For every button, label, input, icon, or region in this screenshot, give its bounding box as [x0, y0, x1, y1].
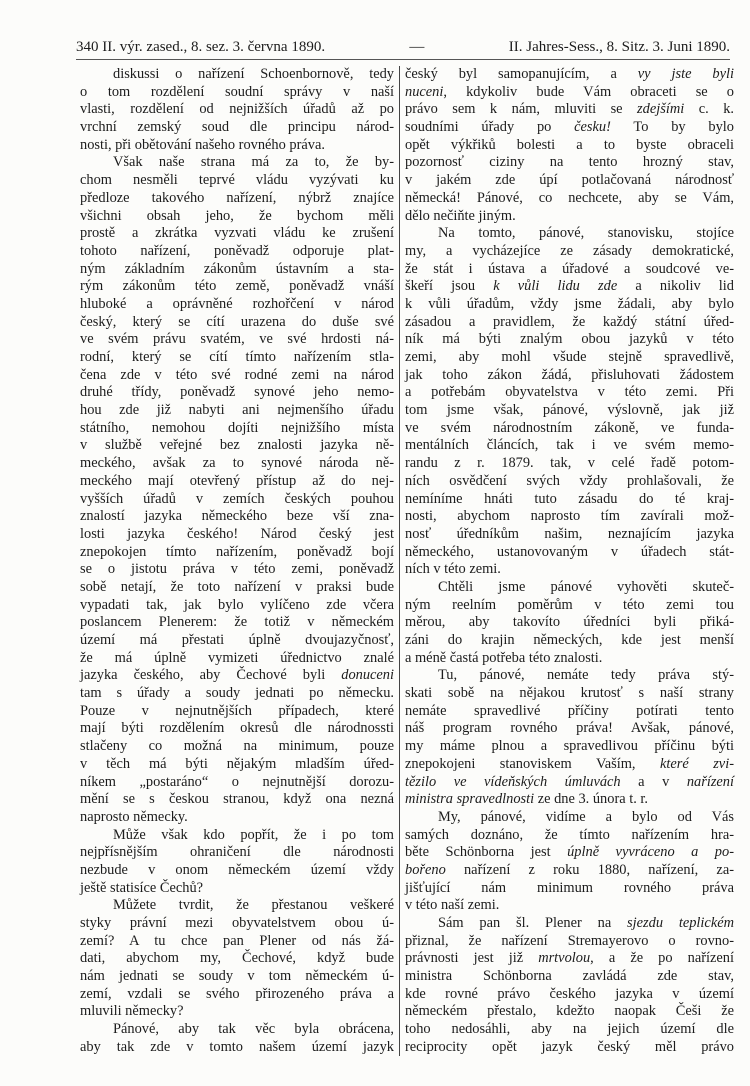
text-line	[80, 278, 394, 296]
text: ník má býti znalým obou jazyků v této	[405, 331, 734, 348]
text-line	[80, 331, 394, 349]
text: zemí, vzdali se svého přirozeného práva a	[80, 985, 394, 1002]
text: Můžete tvrdit, že přestanou veškeré	[113, 897, 394, 914]
text: My, pánové, vidíme a bylo od Vás	[438, 808, 734, 825]
text: znalostí jazyka německého beze vší zna-	[80, 508, 394, 525]
text: soudními úřady po	[405, 119, 575, 136]
text: vyšších úřadů v zemích českých pouhou	[80, 490, 394, 507]
text: prostě a zkrátka vyzvati vládu ke zrušení	[80, 225, 394, 242]
header-german: II. Jahres-Sess., 8. Sitz. 3. Juni 1890.	[508, 38, 730, 55]
text-line	[80, 384, 394, 402]
text: Může však kdo popřít, že i po tom	[113, 826, 394, 843]
text: Chtěli jsme pánové vyhověti skuteč-	[438, 578, 734, 595]
text-line	[405, 243, 734, 261]
text: hluboké a oprávněné rozhořčení v národ	[80, 295, 394, 312]
text: znepokojeni stanoviskem Vaším,	[405, 755, 660, 772]
text: německého, ustanovovaným v úřadech stát-	[405, 543, 734, 560]
text: sobě netají, že toto nařízení v praksi bude	[80, 578, 394, 595]
text-line	[80, 154, 394, 172]
text-line	[80, 650, 394, 668]
text: my, a vycházejíce ze zásady demokratické,	[405, 242, 734, 259]
text-line	[80, 986, 394, 1004]
text: mluvili německy?	[80, 1003, 184, 1020]
text: , a že po nařízení	[590, 950, 734, 967]
text-line	[80, 897, 394, 915]
text: státního, nemohou dojíti nejnižšího místa	[80, 419, 394, 436]
italic-text: donuceni	[341, 667, 394, 684]
text: styky právní mezi obyvatelstvem obou ú-	[80, 915, 394, 931]
text: poslancem Plenerem: že totiž v německém	[80, 614, 394, 631]
text: německém přestalo, kdežto naopak Češi že	[405, 1003, 734, 1020]
text-line	[80, 703, 394, 721]
text: meckého, avšak za to synové národa ně-	[80, 455, 394, 472]
text-line	[80, 1021, 394, 1039]
text-line	[405, 473, 734, 491]
text-line	[80, 526, 394, 544]
text: Pouze v nejnutnějších případech, které	[80, 702, 394, 719]
text-line	[80, 420, 394, 438]
text: a méně častá potřeba této znalosti.	[405, 649, 603, 666]
text-line	[80, 844, 394, 862]
text-line	[405, 119, 734, 137]
italic-text: vy jste byli	[637, 66, 734, 82]
text: stlačeny co možná na minimum, pouze	[80, 738, 394, 755]
text-line	[405, 579, 734, 597]
text-line	[405, 296, 734, 314]
text-line	[405, 791, 734, 809]
text-line	[80, 862, 394, 880]
text-line	[405, 544, 734, 562]
text-line	[80, 84, 394, 102]
text-line	[405, 172, 734, 190]
text-line	[80, 101, 394, 119]
text-line	[405, 420, 734, 438]
text-line	[405, 986, 734, 1004]
text-line	[80, 791, 394, 809]
text: Na tomto, pánové, stanovisku, stojíce	[438, 225, 734, 242]
text-line	[80, 720, 394, 738]
text: nařízení z roku 1880, nařízení, za-	[445, 861, 734, 878]
text-line	[405, 968, 734, 986]
text: vlasti, rozdělení od nejnižších úřadů až po	[80, 101, 394, 118]
text: zásadou a pravidlem, že každý státní úřed-	[405, 313, 734, 330]
text: chom nesměli teprvé vládu vyzývati ku	[80, 172, 394, 189]
text: hou zde již nabyti ani nejmenšího úřadu	[80, 402, 394, 419]
text-line	[80, 261, 394, 279]
text: dati, abychom my, Čechové, když bude	[80, 950, 394, 967]
text: zemi, aby mohl všude stejně spravedlivě,	[405, 349, 734, 365]
italic-text: k vůli lidu zde	[493, 278, 618, 295]
text: randu z r. 1879. tak, v celé řadě potom-	[405, 455, 734, 472]
text: měrou, aby takovíto úředníci byli přiká-	[405, 614, 734, 631]
text-line	[80, 809, 394, 827]
text-line	[80, 208, 394, 226]
column-divider	[399, 66, 400, 1056]
italic-text: které zvi-	[659, 755, 734, 772]
text-line	[405, 667, 734, 685]
text: k vůli úřadům, vždy jsme žádali, aby bylo	[405, 295, 734, 312]
text: jišťující nám minimum rovného práva	[405, 879, 734, 896]
text-line	[405, 1003, 734, 1021]
text-line	[80, 950, 394, 968]
text-line	[405, 915, 734, 933]
text-line	[80, 119, 394, 137]
text: čena zde v této své rodné zemi na národ	[80, 366, 394, 383]
text: samých doznáno, že tímto nařízením hra-	[405, 826, 734, 843]
running-header	[76, 35, 730, 60]
text-line	[80, 632, 394, 650]
text-line	[80, 774, 394, 792]
text-line	[405, 314, 734, 332]
text: Však naše strana má za to, že by-	[113, 154, 394, 171]
italic-text: ministra spravedlnosti	[405, 791, 535, 808]
text-line	[405, 261, 734, 279]
text-line	[80, 402, 394, 420]
text-line	[80, 561, 394, 579]
text: níkem „postaráno“ o nejnutnější dorozu-	[80, 773, 394, 790]
text-line	[405, 491, 734, 509]
text-line	[405, 650, 734, 668]
text: diskussi o nařízení Schoenbornově, tedy	[113, 66, 394, 82]
text-line	[405, 844, 734, 862]
text-line	[405, 561, 734, 579]
text: mentálních článcích, tak i ve svém memo-	[405, 437, 734, 454]
text-line	[80, 667, 394, 685]
text: předloze takového nařízení, nýbrž znajíce	[80, 189, 394, 206]
text: tam s úřady a soudy jednati po německu.	[80, 685, 394, 702]
text: jazyka českého, aby Čechové byli	[80, 667, 342, 684]
text: opět výkřiků bolesti a to byste obraceli	[405, 136, 734, 153]
text-line	[405, 880, 734, 898]
text: že má úplně vymizeti úřednictvo znalé	[80, 649, 394, 666]
text: aby tak zde v tomto našem území jazyk	[80, 1038, 394, 1055]
text: a potřebám obyvatelstva v této zemi. Při	[405, 384, 734, 401]
text: ve svém národnostním zákoně, ve funda-	[405, 419, 734, 436]
text: kde rovné právo českého jazyka v území	[405, 985, 734, 1002]
text-line	[80, 827, 394, 845]
text: německá! Pánové, co nechcete, aby se Vám,	[405, 189, 734, 206]
text: se o jistotu práva v této zemi, poněvadž	[80, 561, 394, 578]
text: nám jednati se soudy v tom německém ú-	[80, 968, 394, 985]
text-line	[80, 597, 394, 615]
text-line	[405, 614, 734, 632]
italic-text: úplně vyvráceno a po-	[567, 844, 734, 861]
text-line	[405, 526, 734, 544]
text-line	[80, 473, 394, 491]
text: rodní, který se cítí tímto nařízením stla-	[80, 349, 394, 365]
text: c. k.	[684, 101, 734, 118]
text: Pánové, aby tak věc byla obrácena,	[113, 1021, 394, 1038]
text-line	[405, 827, 734, 845]
text: škeří jsou	[405, 278, 494, 295]
text: český byl samopanujícím, a	[405, 66, 638, 82]
text: ným základním zákonům ústavním a sta-	[80, 260, 394, 277]
text-line	[80, 756, 394, 774]
text-line	[405, 508, 734, 526]
text-line	[405, 349, 734, 367]
text-line	[405, 809, 734, 827]
text: losti jazyka českého! Národ český jest	[80, 525, 394, 542]
text-line	[80, 172, 394, 190]
text-line	[405, 225, 734, 243]
text: právo sem k nám, mluviti se	[405, 101, 638, 118]
text: meckého mají otevřený přístup až do nej-	[80, 472, 394, 489]
text: nosť úředníkům našim, neznajícím jazyka	[405, 525, 734, 542]
text-line	[405, 685, 734, 703]
text-line	[80, 880, 394, 898]
text: toho nedosáhli, aby na jejich území dle	[405, 1021, 734, 1038]
text-line	[405, 862, 734, 880]
text: znepokojen tímto nařízením, poněvadž bojí	[80, 543, 394, 560]
text: o tom rozdělení soudní správy v naší	[80, 83, 394, 100]
text: mají býti rozdělením okresů dle národnossti	[80, 720, 394, 737]
text: že stát i ústava a úřadové a soudcové ve-	[405, 260, 734, 277]
text: nemíníme hnáti tuto zásadu do té kraj-	[405, 490, 734, 507]
text: mění se s českou stranou, když ona nezná	[80, 791, 394, 808]
text-line	[405, 190, 734, 208]
text-line	[405, 1021, 734, 1039]
text-line	[405, 1039, 734, 1057]
text: skati sobě na nějakou krutosť s naší strany	[405, 685, 734, 702]
text-line	[80, 225, 394, 243]
text: ještě statisíce Čechů?	[80, 879, 204, 896]
text-line	[405, 455, 734, 473]
text-line	[405, 632, 734, 650]
text-line	[80, 455, 394, 473]
text: To by bylo	[610, 119, 734, 136]
text-line	[80, 1003, 394, 1021]
text-line	[405, 933, 734, 951]
text-line	[405, 154, 734, 172]
text-line	[80, 491, 394, 509]
text: rým zákonům této země, poněvadž vnáší	[80, 278, 394, 295]
text-line	[405, 66, 734, 84]
text-line	[80, 915, 394, 933]
header-dash: —	[409, 38, 425, 55]
text: a v	[620, 773, 687, 790]
italic-text: nařízení	[686, 773, 734, 790]
italic-text: sjezdu teplickém	[627, 915, 734, 931]
text-line	[80, 933, 394, 951]
text-line	[80, 738, 394, 756]
text: Tu, pánové, nemáte tedy práva stý-	[438, 667, 734, 684]
text-line	[80, 508, 394, 526]
text-line	[80, 685, 394, 703]
text: v jakém zde úpí potlačovaná národnosť	[405, 172, 734, 189]
text-line	[80, 968, 394, 986]
text-line	[405, 597, 734, 615]
text-line	[405, 738, 734, 756]
italic-text: tězilo ve vídeňských úmluvách	[405, 773, 621, 790]
text: v těch má býti nějakým mladším úřed-	[80, 755, 394, 772]
italic-text: bořeno	[405, 861, 446, 878]
text: právnosti jest již	[405, 950, 539, 967]
italic-text: mrtvolou	[538, 950, 591, 967]
right-column	[405, 66, 734, 1057]
text-line	[80, 544, 394, 562]
text-line	[80, 349, 394, 367]
text-line	[405, 101, 734, 119]
text-line	[405, 703, 734, 721]
text-line	[405, 774, 734, 792]
text: tohoto nařízení, poněvadž odporuje plat-	[80, 242, 394, 259]
text: ve svém právu svatém, ve své hrdosti ná-	[80, 331, 394, 348]
text-line	[405, 331, 734, 349]
text-line	[405, 384, 734, 402]
text: v této naší zemi.	[405, 897, 500, 914]
text: ze dne 3. února t. r.	[534, 791, 649, 808]
text: naprosto německy.	[80, 808, 188, 825]
text: území má přestati úplně dvoujazyčnosť,	[80, 632, 394, 648]
text-line	[80, 614, 394, 632]
text-line	[405, 756, 734, 774]
text: zemí? A tu chce pan Plener od nás žá-	[80, 932, 394, 949]
text-line	[80, 190, 394, 208]
text-line	[405, 402, 734, 420]
italic-text: nuceni	[405, 83, 444, 100]
text: v službě veřejné bez znalosti jazyka ně-	[80, 437, 394, 454]
text-line	[80, 367, 394, 385]
text: běte Schönborna jest	[405, 844, 568, 861]
text-line	[405, 950, 734, 968]
text: nejpřísnějším ohraničení dle národnosti	[80, 844, 394, 861]
text: ních osvědčení svých vždy prohlašovali, že	[405, 472, 734, 489]
text: ních v této zemi.	[405, 561, 501, 578]
text: český, který se cítí urazena do duše své	[80, 313, 394, 330]
text-line	[405, 84, 734, 102]
italic-text: zdejšími	[637, 101, 685, 118]
italic-text: česku!	[574, 119, 611, 136]
text: , kdykoliv bude Vám obraceti se o	[443, 83, 734, 100]
text-line	[80, 437, 394, 455]
text-line	[405, 278, 734, 296]
text: nosti, abychom naprosto tím zavírali mož-	[405, 508, 734, 525]
text-line	[80, 314, 394, 332]
text-line	[405, 208, 734, 226]
text: pozornosť ciziny na tento hrozný stav,	[405, 154, 734, 171]
text: jak toho zákon žádá, přisluhovati žádostem	[405, 366, 734, 383]
text-line	[80, 1039, 394, 1057]
text: a nikoliv lid	[617, 278, 734, 295]
text: Sám pan šl. Plener na	[438, 915, 628, 931]
text-line	[405, 367, 734, 385]
text-line	[80, 66, 394, 84]
text: záni do krajin německých, kde jest menší	[405, 632, 734, 648]
text-line	[80, 243, 394, 261]
text: nemáte spravedlivé příčiny potírati tento	[405, 702, 734, 719]
left-column	[80, 66, 394, 1057]
text: ným reelním poměrům v této zemi tou	[405, 596, 734, 613]
text: my máme plnou a spravedlivou příčinu býti	[405, 738, 734, 755]
text: tom jsme však, pánové, výslovně, jak již	[405, 402, 734, 419]
text-line	[405, 137, 734, 155]
text: ministra Schönborna zavládá zde stav,	[405, 968, 734, 985]
text-line	[80, 137, 394, 155]
text: dělo nečiňte jiným.	[405, 207, 516, 224]
text: reciprocity opět jazyk český měl právo	[405, 1038, 734, 1055]
text: náš program rovného práva! Avšak, pánové,	[405, 720, 734, 737]
text-line	[405, 720, 734, 738]
text-line	[405, 437, 734, 455]
text: přiznal, že nařízení Stremayerovo o rovno-	[405, 932, 734, 949]
text: všichni obsah jeho, že bychom měli	[80, 207, 394, 224]
text-line	[80, 579, 394, 597]
text: vrchní zemský soud dle principu národ-	[80, 119, 394, 136]
text-line	[80, 296, 394, 314]
text: nosti, při obětování našeho rovného práva.	[80, 136, 325, 153]
header-czech: 340 II. výr. zased., 8. sez. 3. června 1890.	[76, 38, 326, 55]
text: druhé třídy, poněvadž synové jeho nemo-	[80, 384, 394, 401]
text: nezbude v onom německém území vždy	[80, 861, 394, 878]
text-line	[405, 897, 734, 915]
text: vypadati tak, jak bylo vylíčeno zde včera	[80, 596, 394, 613]
